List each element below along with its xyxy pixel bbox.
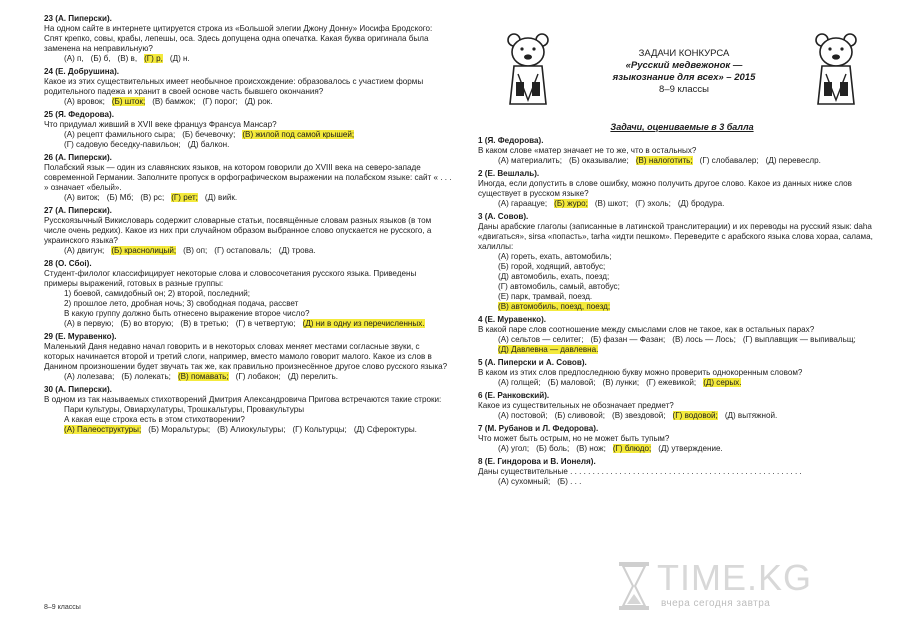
question-item [44, 110, 452, 150]
question-text: В одном из так называемых стихотворений Дмитрия Александровича Пригова встречаются такие строки: [44, 395, 442, 404]
question-header: 25 (Я. Федорова). [44, 110, 114, 119]
answer-options [478, 411, 886, 421]
answer-option: (В) нож; [576, 444, 606, 453]
question-list-line: 1) боевой, самидобный он; 2) второй, последний; [64, 289, 250, 298]
correct-answer-option: (Б) журо; [554, 199, 588, 208]
title-line-3: языкознание для всех» – 2015 [612, 72, 756, 83]
title-line-1: ЗАДАЧИ КОНКУРСА [638, 48, 730, 59]
answer-option: (Б) Моральтуры; [148, 425, 211, 434]
answer-option: (Д) Сфероктуры. [353, 425, 417, 434]
question-header: 30 (А. Пиперски). [44, 385, 112, 394]
answer-option: (В) Алиокультуры; [217, 425, 286, 434]
question-header: 6 (Е. Ранковский). [478, 391, 550, 400]
question-item [44, 67, 452, 107]
answer-option: (А) гараацуе; [498, 199, 548, 208]
answer-option: (В) шкот; [594, 199, 629, 208]
question-item [44, 14, 452, 64]
question-header: 29 (Е. Муравенко). [44, 332, 117, 341]
correct-answer-option: (Д) Давлевна — давлевна. [498, 345, 599, 354]
right-question-list [478, 136, 886, 487]
correct-answer-option: (Б) краснолицый; [111, 246, 177, 255]
question-header: 28 (О. Сбоі). [44, 259, 92, 268]
answer-option: (А) в первую; [64, 319, 114, 328]
answer-option: (Г) в четвертую; [235, 319, 296, 328]
correct-answer-option: (Г) водовой; [672, 411, 718, 420]
correct-answer-option: (А) Палеоструктуры; [64, 425, 142, 434]
question-text: На одном сайте в интернете цитируется строка из «Большой элегии Джону Донну» Иосифа Бродского: Спят крепко, совы, крабы, лепешы, оса. Здесь допущена одна опечатка. Какая буква оригинала была заменена на неправильную? [44, 24, 433, 53]
answer-option: (Б) фазан — Фазан; [590, 335, 666, 344]
question-text: Русскоязычный Викисловарь содержит словарные статьи, посвящённые словам разных языков (в том числе очень редких). Какое из них при случайном образом выбранное слово опускается не русского, а украинского языка? [44, 216, 432, 245]
watermark-tagline: вчера сегодня завтра [661, 598, 771, 609]
bear-mascot-icon [500, 30, 556, 110]
answer-option: (В) оп; [183, 246, 208, 255]
answer-options [44, 425, 452, 435]
answer-option: (Д) перелить. [287, 372, 338, 381]
answer-options [478, 156, 886, 166]
answer-option: (Г) слобавалер; [699, 156, 759, 165]
answer-options [44, 54, 452, 64]
question-item [478, 212, 886, 312]
question-item [478, 136, 886, 166]
answer-option: (А) голщей; [498, 378, 541, 387]
contest-header [478, 14, 886, 122]
answer-option: (В) рс; [140, 193, 165, 202]
question-text: В каком слове «матер значает не то же, что в остальных? [478, 146, 697, 155]
answer-option: (Д) балкон. [187, 140, 230, 149]
question-list-line: Пари культуры, Овиархулатуры, Трошкальтуры, Провакультуры [64, 405, 305, 414]
right-page [478, 14, 886, 614]
question-text: Даны существительные . . . . . . . . . . . . . . . . . . . . . . . . . . . . . . . . . . . . . . . . . . . . . . . . . . . . [478, 467, 802, 476]
question-item [44, 385, 452, 435]
answer-option: (А) материалить; [498, 156, 562, 165]
answer-option: (А) сельтов — селитег; [498, 335, 584, 344]
answer-options [478, 378, 886, 388]
hourglass-icon [617, 560, 651, 612]
answer-option: (Д) рок. [244, 97, 273, 106]
answer-option: (Г) эхоль; [635, 199, 671, 208]
answer-option: (Б) лолекать; [121, 372, 171, 381]
question-header: 4 (Е. Муравенко). [478, 315, 547, 324]
correct-answer-option: (Г) рет; [171, 193, 198, 202]
question-item [478, 358, 886, 388]
answer-option: (Д) н. [169, 54, 190, 63]
correct-answer-option: (В) автомобиль, поезд, поезд; [498, 302, 611, 311]
question-header: 24 (Е. Добрушина). [44, 67, 120, 76]
answer-options [44, 246, 452, 256]
answer-option: (Б) сливовой; [554, 411, 606, 420]
answer-options [478, 444, 886, 454]
answer-option: (Г) Кольтурцы; [292, 425, 347, 434]
answer-option: (Г) порог; [202, 97, 238, 106]
question-header: 7 (М. Рубанов и Л. Федорова). [478, 424, 599, 433]
answer-option: (В) в третью; [180, 319, 229, 328]
answer-option: (Б) маловой; [547, 378, 596, 387]
question-text: Что может быть острым, но не может быть тупым? [478, 434, 670, 443]
answer-option: (Г) лобакон; [235, 372, 281, 381]
question-header: 3 (А. Совов). [478, 212, 529, 221]
question-text: Полабский язык — один из славянских языков, на котором говорили до XVIII века на северо-западе современной Германии. Заполните пропуск в орфографическом выражении на полабском языке: сайт « . . . » означает «белый». [44, 163, 452, 192]
answer-option: (В) лось — Лось; [672, 335, 736, 344]
answer-option: (Г) остаповаль; [214, 246, 272, 255]
question-text: В какой паре слов соотношение между смыслами слов не такое, как в остальных парах? [478, 325, 815, 334]
answer-option: (Б) Мб; [106, 193, 134, 202]
answer-option: (В) в, [117, 54, 138, 63]
question-text: Даны арабские глаголы (записанные в латинской транслитерации) и их переводы на русский язык: daha «двигаться», sirsa «попасть», tarha «идти пешком». Переведите с арабского языка слова хораа, салама, халиллы: [478, 222, 873, 251]
answer-option: (А) п, [64, 54, 84, 63]
answer-option: (А) виток; [64, 193, 100, 202]
answer-options [478, 199, 886, 209]
answer-option: (Б) оказывалие; [568, 156, 629, 165]
correct-answer-option: (Г) блюдо; [612, 444, 652, 453]
answer-options [44, 319, 452, 329]
answer-options [44, 193, 452, 203]
answer-option: (Д) бродура. [677, 199, 725, 208]
answer-option: (Г) выплавщик — выпивальщ; [742, 335, 856, 344]
question-item [44, 332, 452, 382]
title-line-2: «Русский медвежонок — [625, 60, 743, 71]
question-item [478, 315, 886, 355]
question-text: Что придумал живший в XVII веке француз Франсуа Мансар? [44, 120, 277, 129]
watermark [617, 558, 867, 618]
question-list-line: (А) гореть, ехать, автомобиль; [498, 252, 612, 261]
answer-option: (В) звездовой; [612, 411, 666, 420]
question-list-line: 2) прошлое лето, дробная ночь; 3) свободная подача, рассвет [64, 299, 299, 308]
section-title: Задачи, оцениваемые в 3 балла [610, 122, 754, 132]
answer-option: (Б) во вторую; [120, 319, 174, 328]
correct-answer-option: (Д) ни в одну из перечисленных. [302, 319, 425, 328]
contest-title [560, 48, 808, 96]
answer-option: (А) рецепт фамильного сыра; [64, 130, 176, 139]
correct-answer-option: (В) помавать; [177, 372, 229, 381]
answer-option: (А) двигун; [64, 246, 105, 255]
question-list-line: (Г) автомобиль, самый, автобус; [498, 282, 620, 291]
answer-option: (Д) утверждение. [658, 444, 723, 453]
correct-answer-option: (Б) шток; [111, 97, 146, 106]
question-list-line: А какая еще строка есть в этом стихотворении? [64, 415, 245, 424]
answer-option: (Г) садовую беседку-павильон; [64, 140, 181, 149]
question-text: Иногда, если допустить в слове ошибку, можно получить другое слово. Какое из данных ниже слов существует в русском языке? [478, 179, 852, 198]
question-item [44, 153, 452, 203]
question-item [44, 206, 452, 256]
answer-option: (Д) перевеслр. [765, 156, 821, 165]
question-header: 2 (Е. Вешлаль). [478, 169, 540, 178]
answer-option: (А) угол; [498, 444, 530, 453]
question-header: 26 (А. Пиперски). [44, 153, 112, 162]
answer-option: (Д) вийк. [204, 193, 238, 202]
answer-option: (А) лолезава; [64, 372, 115, 381]
answer-options [44, 130, 452, 150]
question-header: 1 (Я. Федорова). [478, 136, 544, 145]
title-line-4: 8–9 классы [659, 84, 709, 95]
answer-option: (Д) вытяжной. [724, 411, 778, 420]
answer-options [478, 477, 886, 487]
answer-option: (Б) . . . [557, 477, 582, 486]
left-footer: 8–9 классы [44, 604, 81, 611]
watermark-name: TIME.KG [657, 557, 813, 598]
correct-answer-option: (Г) р, [144, 54, 163, 63]
answer-option: (А) постовой; [498, 411, 548, 420]
bear-mascot-icon [808, 30, 864, 110]
answer-option: (В) лунки; [602, 378, 640, 387]
answer-options [478, 302, 886, 312]
question-text: Студент-филолог классифицирует некоторые слова и словосочетания русского языка. Приведены примеры выражений, готовых в разные группы: [44, 269, 417, 288]
question-list-line: В какую группу должно быть отнесено выражение второе число? [64, 309, 310, 318]
answer-option: (Б) б, [90, 54, 111, 63]
question-header: 27 (А. Пиперски). [44, 206, 112, 215]
question-item [478, 457, 886, 487]
answer-option: (А) вровок; [64, 97, 105, 106]
question-list-line: (Д) автомобиль, ехать, поезд; [498, 272, 610, 281]
answer-option: (Б) боль; [536, 444, 570, 453]
question-item [478, 391, 886, 421]
answer-option: (А) сухомный; [498, 477, 551, 486]
answer-options [478, 335, 886, 355]
question-list-line: (Б) горой, ходящий, автобус; [498, 262, 606, 271]
question-header: 5 (А. Пиперски и А. Совов). [478, 358, 587, 367]
question-list-line: (Е) парк, трамвай, поезд. [498, 292, 593, 301]
question-text: Маленький Даня недавно начал говорить и в некоторых словах меняет местами согласные звуки, с которых начинается второй и третий слоги, например, вместо мамоло говорит малого. Какое из слов в Данином произношении будет звучать так же, как правильно произнесённое другое слово русского языка? [44, 342, 448, 371]
answer-option: (В) бамжок; [152, 97, 196, 106]
question-item [478, 169, 886, 209]
question-item [478, 424, 886, 454]
answer-options [44, 97, 452, 107]
answer-option: (Д) трова. [278, 246, 316, 255]
answer-option: (Б) бечевочку; [182, 130, 236, 139]
answer-option: (Г) ежевикой; [646, 378, 697, 387]
correct-answer-option: (В) жилой под самой крышей; [242, 130, 355, 139]
correct-answer-option: (В) налоготить; [635, 156, 693, 165]
question-item [44, 259, 452, 329]
question-text: Какое из этих существительных имеет необычное происхождение: образовалось с участием формы родительного падежа и хранит в своей основе часть бывшего окончания? [44, 77, 424, 96]
question-header: 8 (Е. Гиндорова и В. Ионеля). [478, 457, 596, 466]
left-page [44, 14, 452, 614]
answer-options [44, 372, 452, 382]
correct-answer-option: (Д) серых. [703, 378, 742, 387]
question-header: 23 (А. Пиперски). [44, 14, 112, 23]
question-text: В каком из этих слов предпоследнюю букву можно проверить однокоренным словом? [478, 368, 803, 377]
question-text: Какое из существительных не обозначает предмет? [478, 401, 674, 410]
